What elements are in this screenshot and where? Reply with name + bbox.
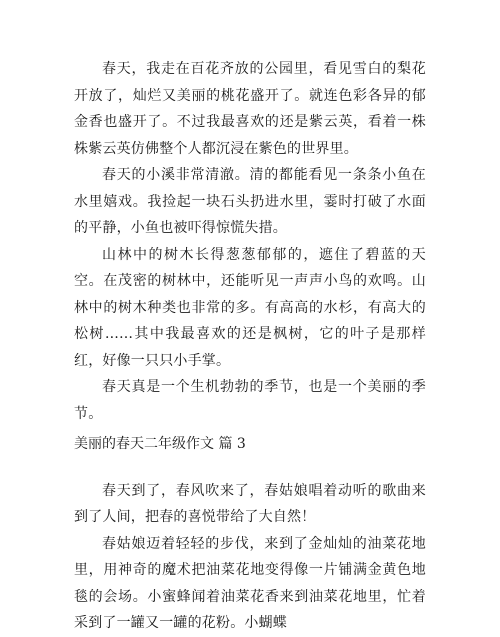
paragraph-rapeseed-field: 春姑娘迈着轻轻的步伐，来到了金灿灿的油菜花地里，用神奇的魔术把油菜花地变得像一片铺满金黄色地毯的会场。小蜜蜂闻着油菜花香来到油菜花地里，忙着采到了一罐又一罐的花粉。小蝴蝶 xyxy=(74,535,426,631)
paragraph-spring-conclusion: 春天真是一个生机勃勃的季节，也是一个美丽的季节。 xyxy=(74,379,426,422)
paragraph-mountain-forest: 山林中的树木长得葱葱郁郁的，遮住了碧蓝的天空。在茂密的树林中，还能听见一声声小鸟的欢鸣。山林中的树木种类也非常的多。有高高的水杉，有高大的松树……其中我最喜欢的还是枫树，它的叶子是那样红，好像一只只小手掌。 xyxy=(74,246,426,369)
paragraph-spring-stream: 春天的小溪非常清澈。清的都能看见一条条小鱼在水里嬉戏。我捡起一块石头扔进水里，霎时打破了水面的平静，小鱼也被吓得惊慌失措。 xyxy=(74,167,426,236)
document-page xyxy=(74,56,426,637)
section-heading: 美丽的春天二年级作文 篇 3 xyxy=(74,436,246,452)
paragraph-spring-arrives: 春天到了，春风吹来了，春姑娘唱着动听的歌曲来到了人间，把春的喜悦带给了大自然！ xyxy=(74,482,426,525)
paragraph-spring-park: 春天，我走在百花齐放的公园里，看见雪白的梨花开放了，灿烂又美丽的桃花盛开了。就连色彩各异的郁金香也盛开了。不过我最喜欢的还是紫云英，看着一株株紫云英仿佛整个人都沉浸在紫色的世界里。 xyxy=(74,61,426,157)
